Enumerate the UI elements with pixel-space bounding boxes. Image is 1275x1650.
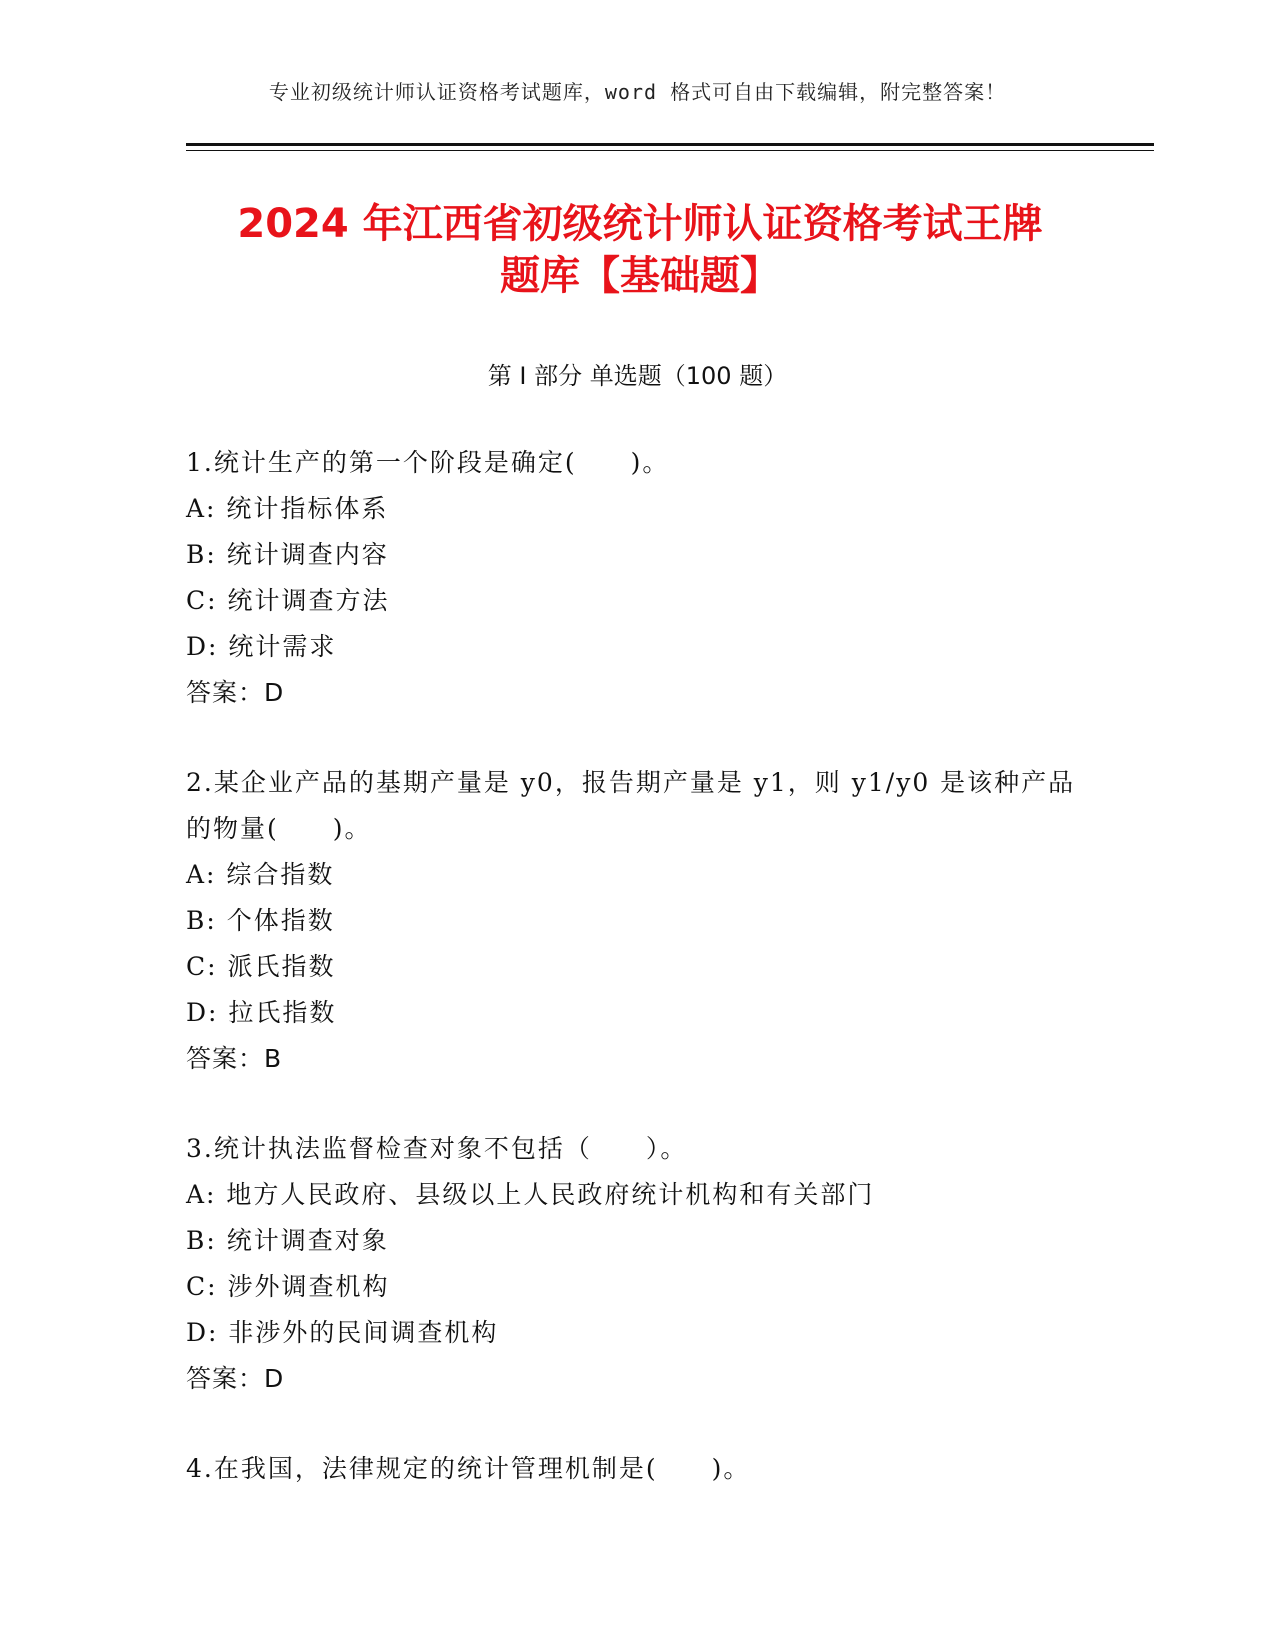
option-d: D: 统计需求 — [186, 632, 337, 661]
question-4 — [186, 1446, 1086, 1492]
option-c: C: 统计调查方法 — [186, 586, 390, 615]
title-line-2: 题库【基础题】 — [500, 253, 780, 299]
option-a: A: 地方人民政府、县级以上人民政府统计机构和有关部门 — [186, 1180, 875, 1209]
question-stem: 1.统计生产的第一个阶段是确定( )。 — [186, 448, 670, 477]
document-title — [150, 198, 1130, 302]
option-d: D: 非涉外的民间调查机构 — [186, 1318, 499, 1347]
header-rule-thin — [186, 150, 1154, 151]
question-list — [186, 440, 1086, 1536]
question-stem: 2.某企业产品的基期产量是 y0，报告期产量是 y1，则 y1/y0 是该种产品的物量( )。 — [186, 768, 1076, 843]
title-line-1: 2024 年江西省初级统计师认证资格考试王牌 — [237, 201, 1043, 247]
header-rule-thick — [186, 143, 1154, 146]
option-a: A: 综合指数 — [186, 860, 335, 889]
page-header: 专业初级统计师认证资格考试题库，word 格式可自由下载编辑，附完整答案！ — [268, 80, 1007, 104]
question-2 — [186, 760, 1086, 1082]
answer: 答案：B — [186, 1044, 283, 1073]
answer: 答案：D — [186, 1364, 285, 1393]
option-b: B: 统计调查对象 — [186, 1226, 389, 1255]
option-a: A: 统计指标体系 — [186, 494, 389, 523]
section-title: 第 I 部分 单选题（100 题） — [487, 362, 788, 390]
question-1 — [186, 440, 1086, 716]
option-b: B: 个体指数 — [186, 906, 335, 935]
question-3 — [186, 1126, 1086, 1402]
option-b: B: 统计调查内容 — [186, 540, 389, 569]
option-c: C: 涉外调查机构 — [186, 1272, 390, 1301]
option-c: C: 派氏指数 — [186, 952, 336, 981]
answer: 答案：D — [186, 678, 285, 707]
option-d: D: 拉氏指数 — [186, 998, 337, 1027]
question-stem: 3.统计执法监督检查对象不包括（ ）。 — [186, 1134, 688, 1163]
question-stem: 4.在我国，法律规定的统计管理机制是( )。 — [186, 1454, 751, 1483]
